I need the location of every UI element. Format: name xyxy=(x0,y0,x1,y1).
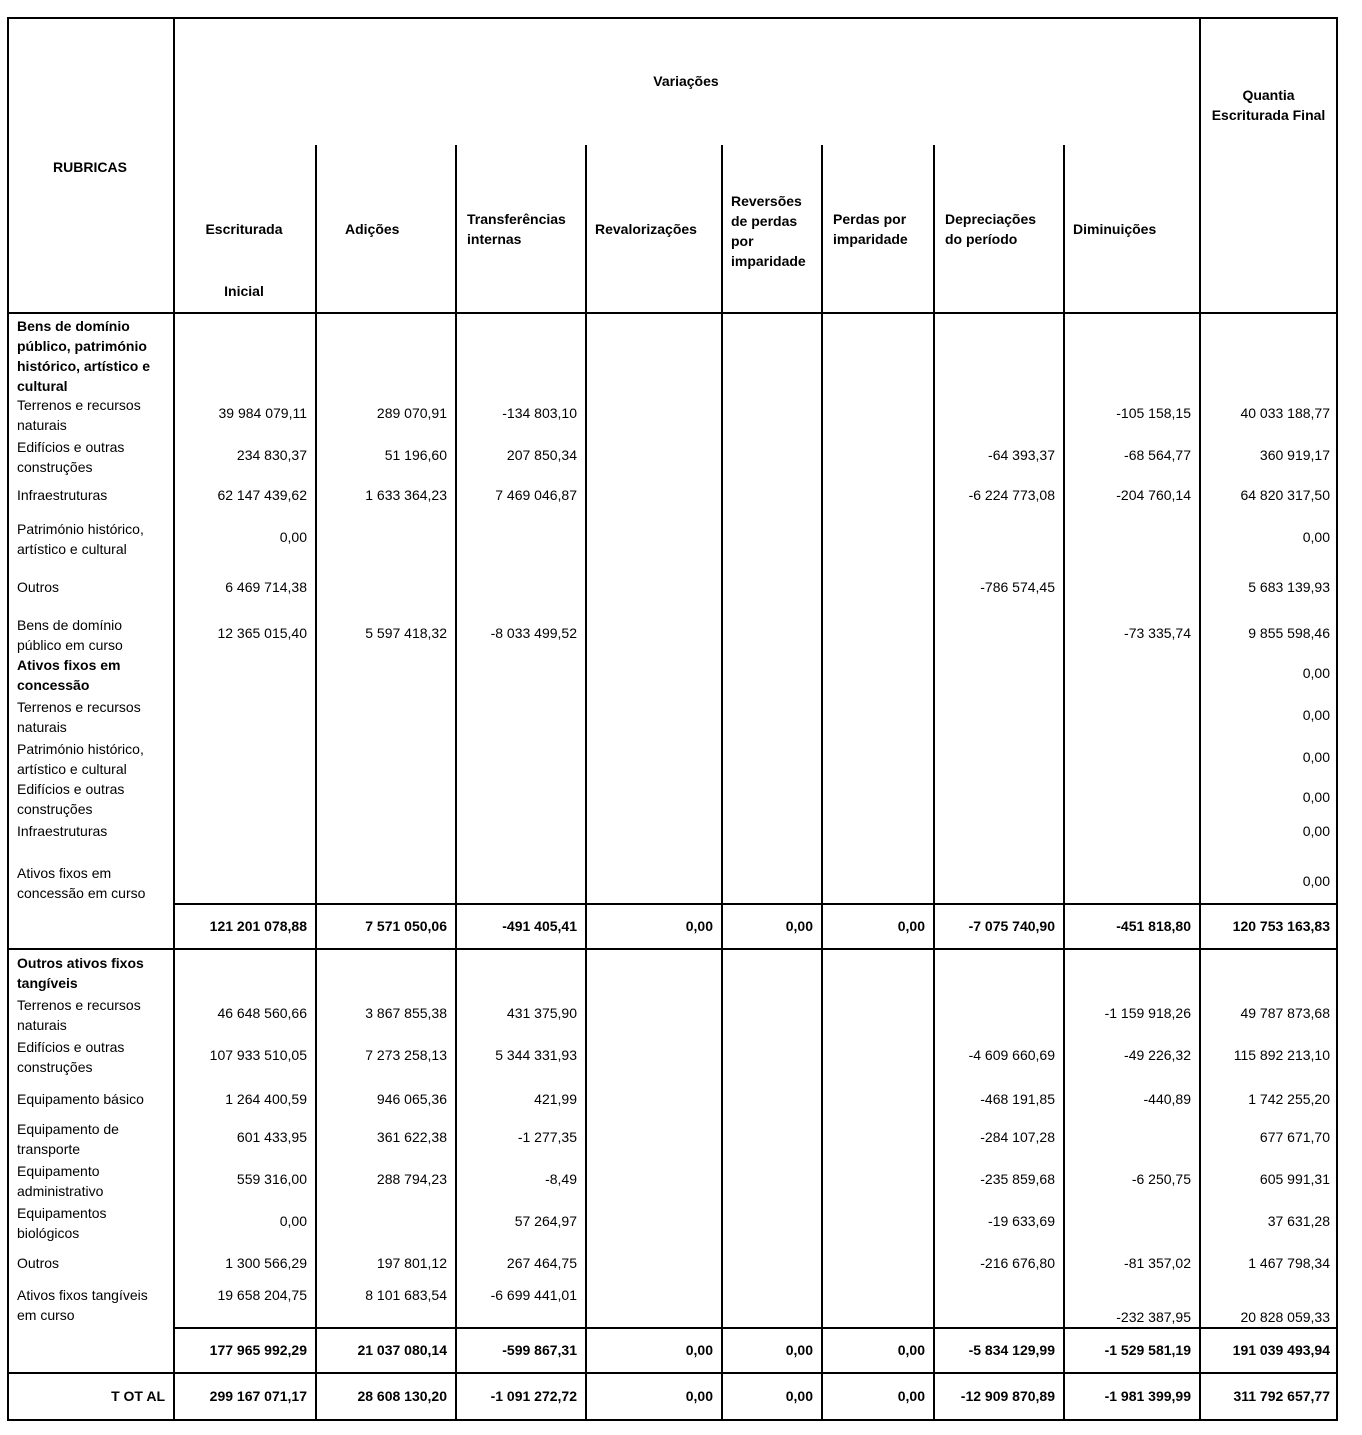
row-label: Equipamento de xyxy=(17,1121,119,1137)
number-cell: 40 033 188,77 xyxy=(1240,405,1330,421)
header-transferencias: Transferências xyxy=(467,211,566,227)
number-cell: 0,00 xyxy=(1302,707,1330,723)
number-cell: -1 277,35 xyxy=(517,1129,577,1145)
number-cell: -6 224 773,08 xyxy=(968,487,1055,503)
number-cell: -4 609 660,69 xyxy=(968,1047,1055,1063)
number-cell: 7 273 258,13 xyxy=(365,1047,447,1063)
number-cell: 37 631,28 xyxy=(1267,1213,1330,1229)
number-cell: -599 867,31 xyxy=(502,1342,577,1358)
number-cell: 51 196,60 xyxy=(384,447,447,463)
number-cell: 1 264 400,59 xyxy=(225,1091,307,1107)
number-cell: 49 787 873,68 xyxy=(1240,1005,1330,1021)
row-label: Ativos fixos tangíveis xyxy=(17,1287,148,1303)
number-cell: 289 070,91 xyxy=(376,405,447,421)
number-cell: 7 469 046,87 xyxy=(495,487,577,503)
row-label: transporte xyxy=(17,1141,81,1157)
number-cell: 7 571 050,06 xyxy=(365,918,447,934)
row-label: artístico e cultural xyxy=(17,541,127,557)
number-cell: 0,00 xyxy=(1302,823,1330,839)
number-cell: -8 033 499,52 xyxy=(490,625,577,641)
header-transferencias: internas xyxy=(467,231,522,247)
number-cell: 28 608 130,20 xyxy=(357,1388,447,1404)
section-heading: público, património xyxy=(17,338,147,354)
header-depreciacoes: do período xyxy=(945,231,1018,247)
number-cell: 0,00 xyxy=(1302,873,1330,889)
number-cell: 8 101 683,54 xyxy=(365,1287,447,1303)
number-cell: 677 671,70 xyxy=(1259,1129,1330,1145)
number-cell: -49 226,32 xyxy=(1124,1047,1191,1063)
number-cell: 121 201 078,88 xyxy=(209,918,307,934)
number-cell: -68 564,77 xyxy=(1124,447,1191,463)
row-label: Edifícios e outras xyxy=(17,781,125,797)
number-cell: -232 387,95 xyxy=(1116,1309,1191,1325)
row-label: Património histórico, xyxy=(17,521,144,537)
number-cell: 57 264,97 xyxy=(514,1213,577,1229)
number-cell: 5 683 139,93 xyxy=(1248,579,1330,595)
number-cell: -12 909 870,89 xyxy=(960,1388,1055,1404)
number-cell: 946 065,36 xyxy=(376,1091,447,1107)
number-cell: -440,89 xyxy=(1143,1091,1191,1107)
row-label: administrativo xyxy=(17,1183,104,1199)
number-cell: 12 365 015,40 xyxy=(217,625,307,641)
number-cell: -786 574,45 xyxy=(980,579,1055,595)
number-cell: 0,00 xyxy=(279,529,307,545)
grid-line xyxy=(315,145,317,1421)
number-cell: 207 850,34 xyxy=(506,447,577,463)
number-cell: 39 984 079,11 xyxy=(218,405,307,421)
number-cell: -1 091 272,72 xyxy=(490,1388,577,1404)
number-cell: 0,00 xyxy=(897,1388,925,1404)
number-cell: 360 919,17 xyxy=(1259,447,1330,463)
row-label: Ativos fixos em xyxy=(17,865,112,881)
header-quantia-final: Quantia xyxy=(1242,87,1295,103)
header-escriturada: Escriturada xyxy=(205,221,283,237)
number-cell: 0,00 xyxy=(685,1388,713,1404)
number-cell: -235 859,68 xyxy=(980,1171,1055,1187)
number-cell: -284 107,28 xyxy=(980,1129,1055,1145)
number-cell: 9 855 598,46 xyxy=(1248,625,1330,641)
number-cell: 299 167 071,17 xyxy=(209,1388,307,1404)
number-cell: 1 742 255,20 xyxy=(1248,1091,1330,1107)
number-cell: 601 433,95 xyxy=(236,1129,307,1145)
grid-line xyxy=(173,903,1338,905)
number-cell: -134 803,10 xyxy=(502,405,577,421)
grid-line xyxy=(7,17,9,1421)
number-cell: 0,00 xyxy=(685,918,713,934)
row-label: biológicos xyxy=(17,1225,80,1241)
number-cell: -19 633,69 xyxy=(988,1213,1055,1229)
section-subheading: Ativos fixos em xyxy=(17,657,121,673)
header-perdas: imparidade xyxy=(833,231,908,247)
number-cell: -8,49 xyxy=(545,1171,577,1187)
header-variacoes: Variações xyxy=(653,73,719,89)
number-cell: 64 820 317,50 xyxy=(1240,487,1330,503)
number-cell: -64 393,37 xyxy=(988,447,1055,463)
grid-line xyxy=(7,948,1338,950)
number-cell: 0,00 xyxy=(1302,529,1330,545)
header-reversoes: Reversões xyxy=(731,193,802,209)
row-label: Património histórico, xyxy=(17,741,144,757)
number-cell: -468 191,85 xyxy=(980,1091,1055,1107)
number-cell: 107 933 510,05 xyxy=(209,1047,307,1063)
number-cell: 0,00 xyxy=(685,1342,713,1358)
row-label: artístico e cultural xyxy=(17,761,127,777)
number-cell: -204 760,14 xyxy=(1116,487,1191,503)
number-cell: 177 965 992,29 xyxy=(209,1342,307,1358)
row-label: Infraestruturas xyxy=(17,823,108,839)
header-reversoes: imparidade xyxy=(731,253,806,269)
number-cell: -451 818,80 xyxy=(1116,918,1191,934)
header-perdas: Perdas por xyxy=(833,211,907,227)
asset-variation-table xyxy=(7,17,1338,1421)
number-cell: 1 300 566,29 xyxy=(225,1255,307,1271)
total-label: T OT AL xyxy=(111,1388,165,1404)
number-cell: 5 344 331,93 xyxy=(495,1047,577,1063)
row-label: Equipamentos xyxy=(17,1205,107,1221)
section-heading: tangíveis xyxy=(17,975,78,991)
header-depreciacoes: Depreciações xyxy=(945,211,1037,227)
number-cell: 605 991,31 xyxy=(1259,1171,1330,1187)
grid-line xyxy=(7,17,1338,19)
grid-line xyxy=(7,1372,1338,1374)
row-label: Outros xyxy=(17,1255,60,1271)
number-cell: 120 753 163,83 xyxy=(1232,918,1330,934)
number-cell: -1 529 581,19 xyxy=(1104,1342,1191,1358)
row-label: Terrenos e recursos xyxy=(17,997,141,1013)
row-label: concessão em curso xyxy=(17,885,146,901)
number-cell: 421,99 xyxy=(534,1091,577,1107)
row-label: naturais xyxy=(17,1017,67,1033)
number-cell: -81 357,02 xyxy=(1124,1255,1191,1271)
number-cell: 20 828 059,33 xyxy=(1240,1309,1330,1325)
row-label: Terrenos e recursos xyxy=(17,699,141,715)
header-reversoes: de perdas xyxy=(731,213,798,229)
number-cell: -73 335,74 xyxy=(1124,625,1191,641)
section-heading: cultural xyxy=(17,378,68,394)
number-cell: 21 037 080,14 xyxy=(357,1342,447,1358)
header-adicoes: Adições xyxy=(345,221,400,237)
number-cell: 0,00 xyxy=(785,918,813,934)
row-label: Bens de domínio xyxy=(17,617,123,633)
grid-line xyxy=(1336,17,1338,1421)
row-label: construções xyxy=(17,801,93,817)
header-inicial: Inicial xyxy=(224,283,264,299)
number-cell: -216 676,80 xyxy=(980,1255,1055,1271)
row-label: construções xyxy=(17,1059,93,1075)
grid-line xyxy=(721,145,723,1421)
number-cell: 46 648 560,66 xyxy=(217,1005,307,1021)
number-cell: 361 622,38 xyxy=(376,1129,447,1145)
number-cell: 1 467 798,34 xyxy=(1248,1255,1330,1271)
row-label: público em curso xyxy=(17,637,123,653)
row-label: Infraestruturas xyxy=(17,487,108,503)
number-cell: 311 792 657,77 xyxy=(1233,1388,1330,1404)
row-label: naturais xyxy=(17,417,67,433)
number-cell: -6 250,75 xyxy=(1131,1171,1191,1187)
row-label: Equipamento xyxy=(17,1163,100,1179)
number-cell: 191 039 493,94 xyxy=(1232,1342,1330,1358)
header-rubricas: RUBRICAS xyxy=(53,159,127,175)
number-cell: 115 892 213,10 xyxy=(1233,1047,1330,1063)
number-cell: 288 794,23 xyxy=(376,1171,447,1187)
number-cell: 0,00 xyxy=(785,1342,813,1358)
number-cell: 5 597 418,32 xyxy=(365,625,447,641)
row-label: Equipamento básico xyxy=(17,1091,144,1107)
header-quantia-final: Escriturada Final xyxy=(1211,107,1326,123)
number-cell: 19 658 204,75 xyxy=(217,1287,307,1303)
number-cell: 6 469 714,38 xyxy=(225,579,307,595)
grid-line xyxy=(1063,145,1065,1421)
section-heading: Bens de domínio xyxy=(17,318,130,334)
number-cell: 0,00 xyxy=(897,1342,925,1358)
number-cell: 559 316,00 xyxy=(236,1171,307,1187)
number-cell: 0,00 xyxy=(1302,665,1330,681)
row-label: construções xyxy=(17,459,93,475)
number-cell: 431 375,90 xyxy=(506,1005,577,1021)
row-label: Edifícios e outras xyxy=(17,439,125,455)
grid-line xyxy=(585,145,587,1421)
grid-line xyxy=(7,1419,1338,1421)
number-cell: 267 464,75 xyxy=(506,1255,577,1271)
row-label: em curso xyxy=(17,1307,75,1323)
section-heading: Outros ativos fixos xyxy=(17,955,144,971)
number-cell: 3 867 855,38 xyxy=(365,1005,447,1021)
header-revalorizacoes: Revalorizações xyxy=(595,221,697,237)
number-cell: 1 633 364,23 xyxy=(365,487,447,503)
grid-line xyxy=(7,312,1338,314)
header-diminuicoes: Diminuições xyxy=(1073,221,1157,237)
number-cell: 0,00 xyxy=(279,1213,307,1229)
row-label: Terrenos e recursos xyxy=(17,397,141,413)
number-cell: -6 699 441,01 xyxy=(490,1287,577,1303)
number-cell: -1 981 399,99 xyxy=(1104,1388,1191,1404)
number-cell: -1 159 918,26 xyxy=(1104,1005,1191,1021)
number-cell: 62 147 439,62 xyxy=(217,487,307,503)
grid-line xyxy=(173,1327,1338,1329)
number-cell: 0,00 xyxy=(897,918,925,934)
number-cell: -7 075 740,90 xyxy=(968,918,1055,934)
section-heading: histórico, artístico e xyxy=(17,358,151,374)
row-label: Outros xyxy=(17,579,60,595)
number-cell: -105 158,15 xyxy=(1116,405,1191,421)
number-cell: -491 405,41 xyxy=(502,918,577,934)
number-cell: 234 830,37 xyxy=(236,447,307,463)
number-cell: 0,00 xyxy=(785,1388,813,1404)
number-cell: 0,00 xyxy=(1302,749,1330,765)
number-cell: -5 834 129,99 xyxy=(968,1342,1055,1358)
header-reversoes: por xyxy=(731,233,754,249)
section-subheading: concessão xyxy=(17,677,90,693)
row-label: naturais xyxy=(17,719,67,735)
grid-line xyxy=(821,145,823,1421)
number-cell: 0,00 xyxy=(1302,789,1330,805)
number-cell: 197 801,12 xyxy=(376,1255,447,1271)
row-label: Edifícios e outras xyxy=(17,1039,125,1055)
